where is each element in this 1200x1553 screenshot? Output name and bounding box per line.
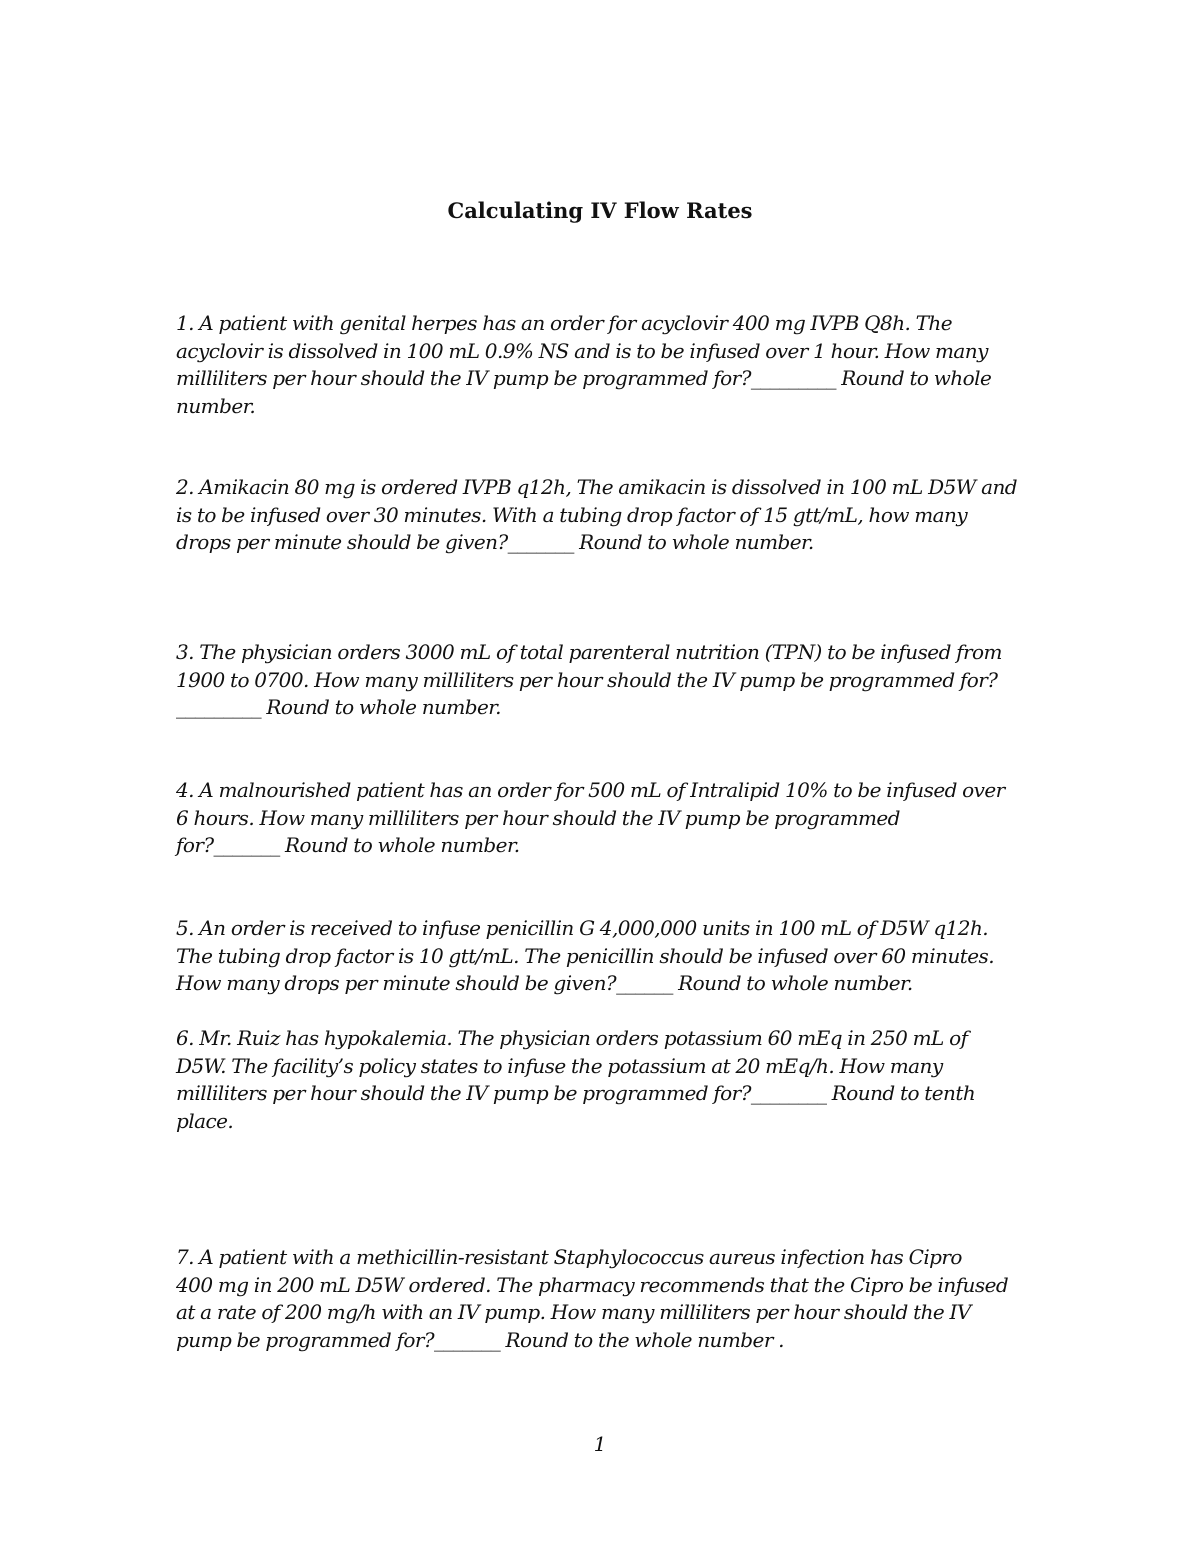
question-line: drops per minute should be given?_______ Round to whole number. [176,530,814,555]
question-line: 2. Amikacin 80 mg is ordered IVPB q12h, The amikacin is dissolved in 100 mL D5W and [176,475,1018,499]
question-line: 1. A patient with genital herpes has an order for acyclovir 400 mg IVPB Q8h. The [176,311,953,335]
question-line: 400 mg in 200 mL D5W ordered. The pharmacy recommends that the Cipro be infused [176,1272,1009,1297]
page-title: Calculating IV Flow Rates [447,198,753,223]
question-line: pump be programmed for?_______ Round to the whole number . [176,1327,784,1352]
question-line: place. [176,1108,234,1133]
question-5 [176,915,1036,998]
question-7 [176,1244,1036,1354]
question-line: 3. The physician orders 3000 mL of total parenteral nutrition (TPN) to be infused from [176,640,1002,664]
page-number: 1 [593,1432,607,1456]
question-line: milliliters per hour should the IV pump be programmed for?________ Round to tenth [176,1081,976,1106]
question-line: at a rate of 200 mg/h with an IV pump. How many milliliters per hour should the IV [176,1300,971,1325]
question-line: acyclovir is dissolved in 100 mL 0.9% NS and is to be infused over 1 hour. How many [176,338,988,363]
question-6 [176,1025,1036,1135]
question-line: for?_______ Round to whole number. [176,833,520,858]
question-line: D5W. The facility’s policy states to infuse the potassium at 20 mEq/h. How many [176,1053,943,1078]
question-line: The tubing drop factor is 10 gtt/mL. The penicillin should be infused over 60 minutes. [176,943,995,968]
question-line: is to be infused over 30 minutes. With a tubing drop factor of 15 gtt/mL, how many [176,502,968,527]
question-3 [176,639,1036,722]
question-line: 6. Mr. Ruiz has hypokalemia. The physician orders potassium 60 mEq in 250 mL of [176,1026,968,1050]
question-line: number. [176,393,256,418]
question-line: milliliters per hour should the IV pump be programmed for?_________ Round to whole [176,366,992,391]
question-1 [176,310,1036,420]
question-2 [176,474,1036,557]
question-line: _________ Round to whole number. [176,695,501,720]
question-line: 1900 to 0700. How many milliliters per hour should the IV pump be programmed for? [176,667,998,692]
question-line: 5. An order is received to infuse penicillin G 4,000,000 units in 100 mL of D5W q12h. [176,916,989,940]
question-line: How many drops per minute should be given?______ Round to whole number. [176,971,913,996]
question-line: 4. A malnourished patient has an order for 500 mL of Intralipid 10% to be infused over [176,778,1005,802]
question-line: 7. A patient with a methicillin-resistant Staphylococcus aureus infection has Cipro [176,1245,962,1269]
question-line: 6 hours. How many milliliters per hour should the IV pump be programmed [176,805,900,830]
question-4 [176,777,1036,860]
